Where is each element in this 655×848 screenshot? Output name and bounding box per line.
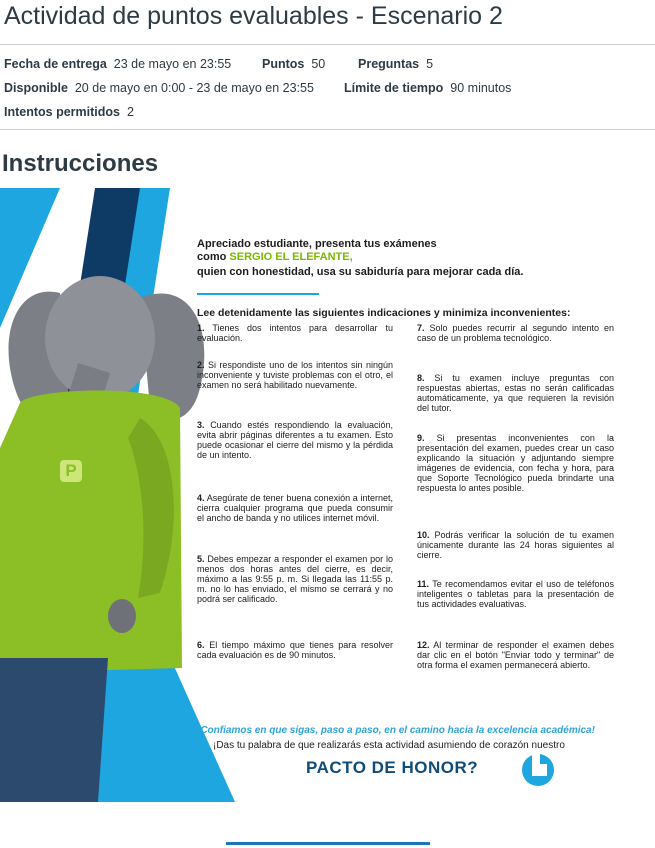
closing-line-2: ¡Das tu palabra de que realizarás esta actividad asumiendo de corazón nuestro [213,740,565,751]
attempts-allowed: Intentos permitidos 2 [4,105,134,119]
item-12: 12. Al terminar de responder el examen debes dar clic en el botón "Enviar todo y terminar" de otra forma el examen permanecerá abierto. [417,640,614,670]
item-5: 5. Debes empezar a responder el examen por lo menos dos horas antes del cierre, es decir, máximo a las 9:55 p. m. Si llegada las 11:55 p. m. no lo has enviado, el mismo se cerrará y no podrá ser calificado. [197,554,393,604]
availability: Disponible 20 de mayo en 0:00 - 23 de mayo en 23:55 [4,81,314,95]
item-2: 2. Si respondiste uno de los intentos sin ningún inconveniente y tuviste problemas con el otro, el examen no será habilitado nuevamente. [197,360,393,390]
item-7: 7. Solo puedes recurrir al segundo intento en caso de un problema tecnológico. [417,323,614,343]
greeting-line-2: como SERGIO EL ELEFANTE, [197,251,353,263]
elephant-hand [108,599,136,633]
read-heading: Lee detenidamente las siguientes indicaciones y minimiza inconvenientes: [197,307,571,319]
page-title: Actividad de puntos evaluables - Escenario 2 [4,2,503,30]
points: Puntos 50 [262,57,326,71]
title-divider [0,44,655,45]
questions-count: Preguntas 5 [358,57,434,71]
closing-line-1: ¡Confiamos en que sigas, paso a paso, en el camino hacia la excelencia académica! [197,725,595,736]
honor-pact-title: PACTO DE HONOR? [306,758,479,777]
item-9: 9. Si presentas inconvenientes con la presentación del examen, puedes crear un caso explicando la situación y adjuntando siempre imágenes de evidencia, con fecha y hora, para que Soporte Tecnológico pueda brindarte una respuesta lo antes posible. [417,433,614,493]
item-11: 11. Te recomendamos evitar el uso de teléfonos inteligentes o tabletas para la presentación de tus actividades evaluativas. [417,579,614,609]
meta-divider [0,129,655,130]
item-1: 1. Tienes dos intentos para desarrollar tu evaluación. [197,323,393,343]
item-3: 3. Cuando estés respondiendo la evaluación, evita abrir páginas diferentes a tu examen. Esto puede ocasionar el cierre del mismo y la pérdida de un intento. [197,420,393,460]
item-10: 10. Podrás verificar la solución de tu examen únicamente durante las 24 horas siguientes al cierre. [417,530,614,560]
jeans [0,658,108,802]
honor-pact-banner [0,188,632,802]
greeting-line-1: Apreciado estudiante, presenta tus exámenes [197,238,437,250]
item-8: 8. Si tu examen incluye preguntas con respuestas abiertas, estas no serán calificadas automáticamente, ya que requieren la revisión del tutor. [417,373,614,413]
item-6: 6. El tiempo máximo que tienes para resolver cada evaluación es de 90 minutos. [197,640,393,660]
time-limit: Límite de tiempo 90 minutos [344,81,512,95]
pointing-hand-icon [522,754,554,786]
greeting-line-3: quien con honestidad, usa su sabiduría para mejorar cada día. [197,266,524,278]
instructions-heading: Instrucciones [2,150,159,177]
item-4: 4. Asegúrate de tener buena conexión a internet, cierra cualquier programa que pueda consumir el ancho de banda y no utilices internet móvil. [197,493,393,523]
poli-logo-icon: P [60,460,82,482]
due-date: Fecha de entrega 23 de mayo en 23:55 [4,57,232,71]
accent-line [197,293,319,295]
bottom-button-edge[interactable] [226,842,430,845]
